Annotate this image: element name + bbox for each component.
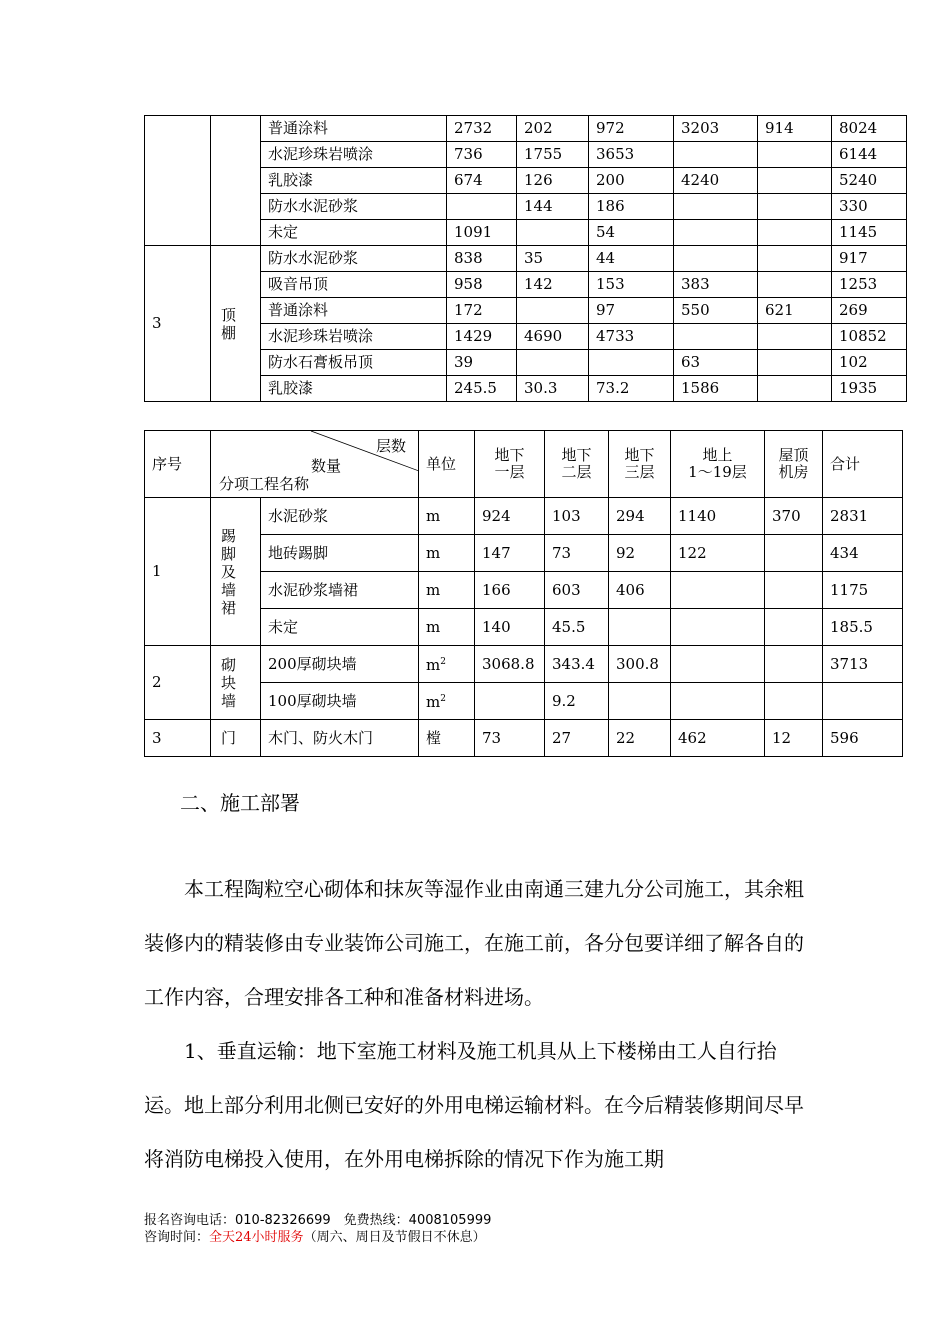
value-cell: 621	[758, 298, 832, 324]
item-name-cell: 乳胶漆	[261, 168, 447, 194]
value-cell: 245.5	[447, 376, 517, 402]
header-seq: 序号	[145, 431, 211, 498]
footer-hours-line	[144, 1229, 491, 1246]
group-category-cell	[211, 498, 261, 646]
value-cell	[758, 142, 832, 168]
item-name-cell: 普通涂料	[261, 116, 447, 142]
unit-cell: m	[419, 535, 475, 572]
value-cell	[674, 142, 758, 168]
item-name-cell: 地砖踢脚	[261, 535, 419, 572]
value-cell: 102	[832, 350, 907, 376]
group-no-cell: 3	[145, 720, 211, 757]
group-category-cell	[211, 646, 261, 720]
header-floor-label: 层数	[376, 437, 407, 455]
value-cell: 185.5	[823, 609, 903, 646]
unit-cell: m	[419, 572, 475, 609]
value-cell: 1145	[832, 220, 907, 246]
group-category-label: 门	[221, 729, 237, 747]
group-category-label: 砌块墙	[221, 655, 237, 710]
value-cell	[823, 683, 903, 720]
group-no-cell: 3	[145, 246, 211, 402]
value-cell: 73	[475, 720, 545, 757]
footer-hours-prefix: 咨询时间：	[144, 1230, 210, 1245]
value-cell: 330	[832, 194, 907, 220]
value-cell: 1755	[517, 142, 589, 168]
paragraph-1: 本工程陶粒空心砌体和抹灰等湿作业由南通三建九分公司施工，其余粗装修内的精装修由专业装饰公司施工，在施工前，各分包要详细了解各自的工作内容，合理安排各工种和准备材料进场。	[144, 877, 804, 1009]
value-cell: 1935	[832, 376, 907, 402]
value-cell: 39	[447, 350, 517, 376]
item-name-cell: 水泥砂浆墙裙	[261, 572, 419, 609]
footer-hours-suffix: （周六、周日及节假日不休息）	[303, 1230, 486, 1245]
value-cell	[674, 194, 758, 220]
group-no-cell: 1	[145, 498, 211, 646]
group-category-cell	[211, 116, 261, 246]
footer-hours-highlight: 全天24小时服务	[209, 1230, 304, 1245]
value-cell	[671, 572, 765, 609]
header-quantity-label: 数量	[311, 457, 342, 475]
value-cell: 22	[609, 720, 671, 757]
value-cell: 54	[589, 220, 674, 246]
value-cell: 5240	[832, 168, 907, 194]
value-cell	[517, 350, 589, 376]
paragraph-2: 1、垂直运输：地下室施工材料及施工机具从上下楼梯由工人自行抬运。地上部分利用北侧已安好的外用电梯运输材料。在今后精装修期间尽早将消防电梯投入使用，在外用电梯拆除的情况下作为施工期	[144, 1039, 804, 1171]
unit-superscript: 2	[440, 657, 446, 667]
value-cell: 1091	[447, 220, 517, 246]
value-cell	[758, 376, 832, 402]
value-cell: 4240	[674, 168, 758, 194]
value-cell: 27	[545, 720, 609, 757]
value-cell	[674, 220, 758, 246]
value-cell: 73	[545, 535, 609, 572]
value-cell: 972	[589, 116, 674, 142]
header-above-ground: 地上 1～19层	[671, 431, 765, 498]
table-row	[145, 498, 903, 535]
value-cell: 3713	[823, 646, 903, 683]
value-cell: 550	[674, 298, 758, 324]
value-cell: 343.4	[545, 646, 609, 683]
item-name-cell: 防水水泥砂浆	[261, 194, 447, 220]
value-cell	[674, 324, 758, 350]
unit-cell: m	[419, 498, 475, 535]
value-cell: 200	[589, 168, 674, 194]
value-cell	[447, 194, 517, 220]
unit-superscript: 2	[440, 694, 446, 704]
value-cell: 269	[832, 298, 907, 324]
value-cell: 596	[823, 720, 903, 757]
value-cell: 147	[475, 535, 545, 572]
group-category-cell	[211, 246, 261, 402]
value-cell: 63	[674, 350, 758, 376]
value-cell: 370	[765, 498, 823, 535]
value-cell: 126	[517, 168, 589, 194]
value-cell	[758, 350, 832, 376]
value-cell	[765, 572, 823, 609]
value-cell	[758, 324, 832, 350]
group-category-label: 踢脚及墙裙	[221, 526, 237, 617]
value-cell: 10852	[832, 324, 907, 350]
header-b1: 地下 一层	[475, 431, 545, 498]
group-no-cell	[145, 116, 211, 246]
section-title: 二、施工部署	[180, 791, 300, 815]
value-cell	[765, 609, 823, 646]
quantity-table	[144, 430, 903, 757]
value-cell: 4690	[517, 324, 589, 350]
item-name-cell: 未定	[261, 609, 419, 646]
value-cell	[671, 683, 765, 720]
value-cell: 166	[475, 572, 545, 609]
value-cell: 917	[832, 246, 907, 272]
unit-cell: m	[419, 609, 475, 646]
item-name-cell: 木门、防火木门	[261, 720, 419, 757]
header-item-name-label: 分项工程名称	[219, 475, 310, 493]
value-cell: 45.5	[545, 609, 609, 646]
header-unit: 单位	[419, 431, 475, 498]
unit-cell: $m^2$	[419, 646, 475, 683]
value-cell: 186	[589, 194, 674, 220]
header-b2: 地下 二层	[545, 431, 609, 498]
header-roof: 屋顶 机房	[765, 431, 823, 498]
value-cell: 6144	[832, 142, 907, 168]
value-cell	[589, 350, 674, 376]
value-cell: 3203	[674, 116, 758, 142]
value-cell: 603	[545, 572, 609, 609]
value-cell: 73.2	[589, 376, 674, 402]
value-cell: 153	[589, 272, 674, 298]
value-cell	[609, 609, 671, 646]
value-cell: 30.3	[517, 376, 589, 402]
value-cell	[758, 168, 832, 194]
value-cell: 924	[475, 498, 545, 535]
value-cell: 3068.8	[475, 646, 545, 683]
value-cell: 92	[609, 535, 671, 572]
value-cell	[475, 683, 545, 720]
value-cell: 2732	[447, 116, 517, 142]
footer	[144, 1212, 491, 1246]
value-cell: 1140	[671, 498, 765, 535]
value-cell: 1175	[823, 572, 903, 609]
group-category-label: 顶棚	[221, 305, 237, 342]
value-cell: 300.8	[609, 646, 671, 683]
item-name-cell: 普通涂料	[261, 298, 447, 324]
value-cell: 1429	[447, 324, 517, 350]
value-cell	[671, 646, 765, 683]
value-cell	[758, 194, 832, 220]
table-row	[145, 246, 907, 272]
item-name-cell: 100厚砌块墙	[261, 683, 419, 720]
value-cell	[758, 220, 832, 246]
value-cell	[758, 272, 832, 298]
item-name-cell: 防水水泥砂浆	[261, 246, 447, 272]
value-cell: 406	[609, 572, 671, 609]
value-cell: 9.2	[545, 683, 609, 720]
value-cell: 294	[609, 498, 671, 535]
item-name-cell: 乳胶漆	[261, 376, 447, 402]
value-cell: 3653	[589, 142, 674, 168]
table-row	[145, 646, 903, 683]
group-no-cell: 2	[145, 646, 211, 720]
footer-phone-line: 报名咨询电话：010-82326699 免费热线：4008105999	[144, 1213, 492, 1228]
value-cell: 736	[447, 142, 517, 168]
table-row	[145, 720, 903, 757]
value-cell	[765, 535, 823, 572]
header-b3: 地下 三层	[609, 431, 671, 498]
value-cell: 1586	[674, 376, 758, 402]
value-cell: 1253	[832, 272, 907, 298]
value-cell: 674	[447, 168, 517, 194]
value-cell: 838	[447, 246, 517, 272]
item-name-cell: 未定	[261, 220, 447, 246]
value-cell: 144	[517, 194, 589, 220]
item-name-cell: 水泥珍珠岩喷涂	[261, 142, 447, 168]
item-name-cell: 吸音吊顶	[261, 272, 447, 298]
item-name-cell: 防水石膏板吊顶	[261, 350, 447, 376]
value-cell: 4733	[589, 324, 674, 350]
value-cell	[758, 246, 832, 272]
value-cell: 142	[517, 272, 589, 298]
value-cell: 914	[758, 116, 832, 142]
value-cell: 97	[589, 298, 674, 324]
value-cell	[671, 609, 765, 646]
value-cell: 2831	[823, 498, 903, 535]
table-header-row	[145, 431, 903, 498]
value-cell: 122	[671, 535, 765, 572]
item-name-cell: 水泥砂浆	[261, 498, 419, 535]
value-cell: 35	[517, 246, 589, 272]
value-cell: 434	[823, 535, 903, 572]
header-diagonal-cell	[211, 431, 419, 498]
value-cell	[517, 220, 589, 246]
value-cell	[765, 683, 823, 720]
value-cell: 172	[447, 298, 517, 324]
unit-cell: $m^2$	[419, 683, 475, 720]
item-name-cell: 水泥珍珠岩喷涂	[261, 324, 447, 350]
group-category-cell	[211, 720, 261, 757]
value-cell: 140	[475, 609, 545, 646]
value-cell	[609, 683, 671, 720]
value-cell	[765, 646, 823, 683]
value-cell: 12	[765, 720, 823, 757]
value-cell	[674, 246, 758, 272]
value-cell: 958	[447, 272, 517, 298]
value-cell: 383	[674, 272, 758, 298]
unit-cell: 樘	[419, 720, 475, 757]
value-cell: 8024	[832, 116, 907, 142]
value-cell: 103	[545, 498, 609, 535]
value-cell	[517, 298, 589, 324]
value-cell: 462	[671, 720, 765, 757]
table-row	[145, 116, 907, 142]
quantity-table-continued	[144, 115, 907, 402]
value-cell: 44	[589, 246, 674, 272]
header-total: 合计	[823, 431, 903, 498]
item-name-cell: 200厚砌块墙	[261, 646, 419, 683]
value-cell: 202	[517, 116, 589, 142]
